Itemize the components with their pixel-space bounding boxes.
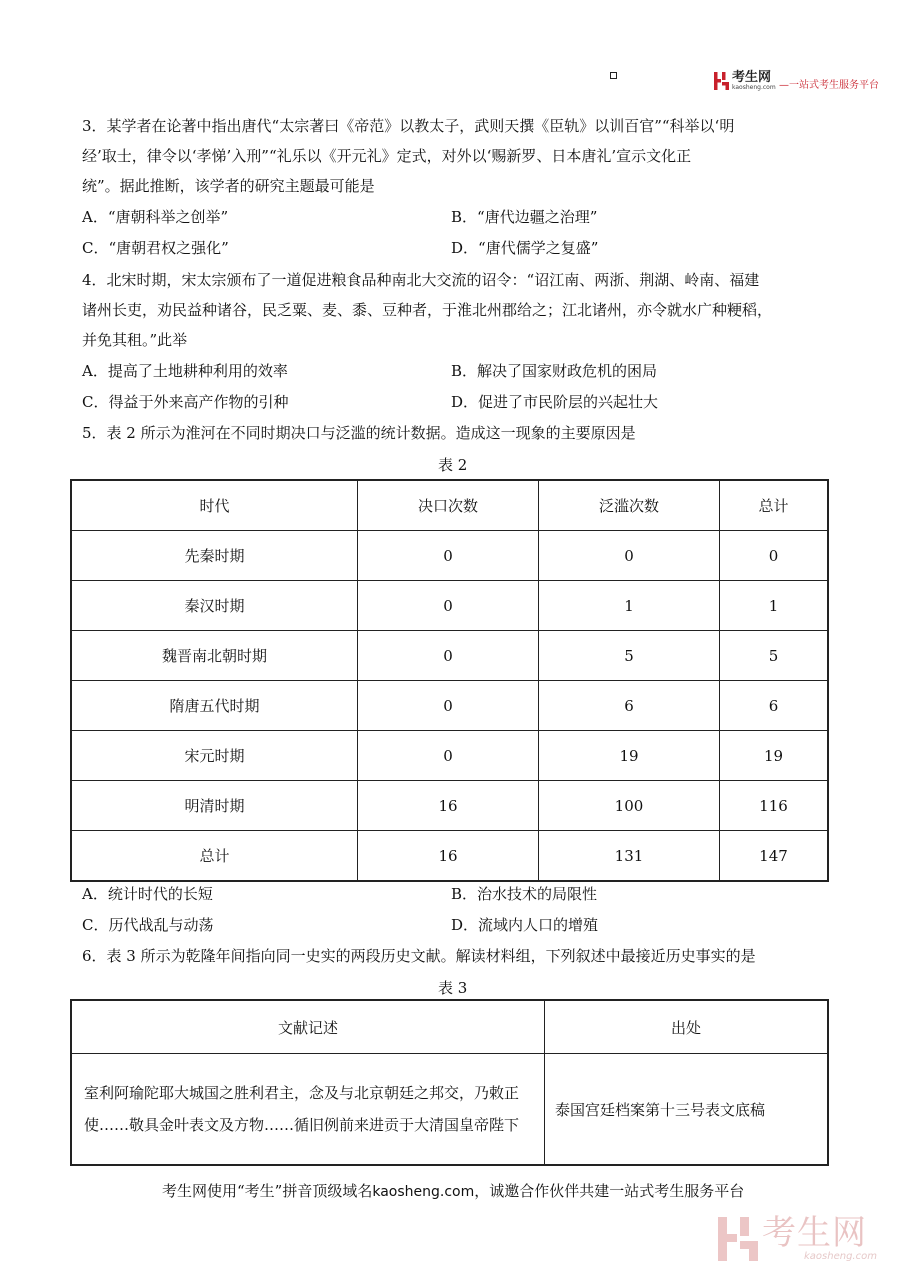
table-cell: 19 — [720, 731, 829, 781]
logo-domain: kaosheng.com — [732, 84, 776, 91]
table-row — [71, 631, 828, 681]
q3-option-c: C．“唐朝君权之强化” — [82, 239, 229, 257]
table-cell: 147 — [720, 831, 829, 882]
table-cell: 5 — [720, 631, 829, 681]
q4-option-d: D．促进了市民阶层的兴起壮大 — [451, 393, 659, 411]
table-row — [71, 1054, 828, 1166]
table-cell: 19 — [539, 731, 720, 781]
table-cell: 总计 — [71, 831, 358, 882]
page-footer — [162, 1180, 744, 1201]
table-header-cell: 总计 — [720, 480, 829, 531]
q6-question: 6．表 3 所示为乾隆年间指向同一史实的两段历史文献。解读材料组，下列叙述中最接近历史事实的是 — [82, 947, 756, 965]
q4-line-3: 并免其租。”此举 — [82, 331, 188, 349]
table-row — [71, 581, 828, 631]
watermark — [718, 1215, 878, 1263]
q3-line-1: 3．某学者在论著中指出唐代“太宗著曰《帝范》以教太子，武则天撰《臣轨》以训百官”“科举以‘明 — [82, 117, 735, 135]
table-cell: 室利阿瑜陀耶大城国之胜利君主，念及与北京朝廷之邦交，乃敕正使……敬具金叶表文及方物……循旧例前来进贡于大清国皇帝陛下 — [71, 1054, 545, 1166]
table-cell: 0 — [358, 631, 539, 681]
table-cell: 0 — [358, 731, 539, 781]
table-cell: 116 — [720, 781, 829, 831]
table-cell: 0 — [358, 581, 539, 631]
table-row — [71, 681, 828, 731]
q5-option-a: A．统计时代的长短 — [82, 885, 213, 903]
table-cell: 泰国宫廷档案第十三号表文底稿 — [545, 1054, 829, 1166]
q4-line-2: 诸州长吏，劝民益种诸谷，民乏粟、麦、黍、豆种者，于淮北州郡给之；江北诸州，亦令就水广种粳稻， — [82, 301, 773, 319]
kaosheng-logo-icon — [714, 72, 729, 90]
table-3 — [70, 999, 829, 1166]
table-cell: 6 — [720, 681, 829, 731]
q5-option-b: B．治水技术的局限性 — [451, 885, 598, 903]
table-cell: 1 — [539, 581, 720, 631]
table-cell: 宋元时期 — [71, 731, 358, 781]
q5-option-c: C．历代战乱与动荡 — [82, 916, 214, 934]
watermark-text: 考生网 — [762, 1213, 867, 1253]
table-cell: 16 — [358, 831, 539, 882]
table-cell: 0 — [539, 531, 720, 581]
table-cell: 0 — [358, 531, 539, 581]
table-row — [71, 831, 828, 882]
table-header-row — [71, 480, 828, 531]
table-row — [71, 781, 828, 831]
table-cell: 先秦时期 — [71, 531, 358, 581]
site-logo[interactable] — [714, 71, 776, 93]
q3-option-b: B．“唐代边疆之治理” — [451, 208, 598, 226]
q4-option-a: A．提高了土地耕种利用的效率 — [82, 362, 288, 380]
watermark-domain: kaosheng.com — [804, 1251, 877, 1262]
q5-question: 5．表 2 所示为淮河在不同时期决口与泛滥的统计数据。造成这一现象的主要原因是 — [82, 424, 636, 442]
table-3-caption: 表 3 — [438, 979, 468, 997]
table-row — [71, 731, 828, 781]
table-header-row — [71, 1000, 828, 1054]
table-2 — [70, 479, 829, 882]
q3-option-a: A．“唐朝科举之创举” — [82, 208, 229, 226]
table-cell: 6 — [539, 681, 720, 731]
table-2-caption: 表 2 — [438, 456, 468, 474]
q3-option-d: D．“唐代儒学之复盛” — [451, 239, 599, 257]
kaosheng-watermark-icon — [718, 1217, 758, 1261]
q5-option-d: D．流域内人口的增殖 — [451, 916, 599, 934]
q4-option-c: C．得益于外来高产作物的引种 — [82, 393, 289, 411]
footer-domain-link[interactable]: kaosheng.com — [372, 1184, 475, 1200]
table-cell: 隋唐五代时期 — [71, 681, 358, 731]
q4-line-1: 4．北宋时期，宋太宗颁布了一道促进粮食品种南北大交流的诏令：“诏江南、两浙、荆湖、岭南、福建 — [82, 271, 760, 289]
footer-text: 考生网使用“考生”拼音顶级域名 — [162, 1182, 373, 1200]
page-marker — [610, 72, 617, 79]
q3-line-3: 统”。据此推断，该学者的研究主题最可能是 — [82, 177, 375, 195]
table-cell: 5 — [539, 631, 720, 681]
q4-option-b: B．解决了国家财政危机的困局 — [451, 362, 658, 380]
table-cell: 1 — [720, 581, 829, 631]
table-cell: 明清时期 — [71, 781, 358, 831]
table-cell: 16 — [358, 781, 539, 831]
footer-text-end: ，诚邀合作伙伴共建一站式考生服务平台 — [474, 1182, 745, 1200]
table-header-cell: 时代 — [71, 480, 358, 531]
table-cell: 秦汉时期 — [71, 581, 358, 631]
table-cell: 0 — [720, 531, 829, 581]
table-cell: 100 — [539, 781, 720, 831]
table-cell: 0 — [358, 681, 539, 731]
header-slogan: —一站式考生服务平台 — [779, 80, 879, 91]
table-header-cell: 出处 — [545, 1000, 829, 1054]
table-header-cell: 泛滥次数 — [539, 480, 720, 531]
table-header-cell: 决口次数 — [358, 480, 539, 531]
q3-line-2: 经’取士，律令以‘孝悌’入刑”“礼乐以《开元礼》定式，对外以‘赐新罗、日本唐礼’宣示文化正 — [82, 147, 692, 165]
table-header-cell: 文献记述 — [71, 1000, 545, 1054]
table-cell: 131 — [539, 831, 720, 882]
table-cell: 魏晋南北朝时期 — [71, 631, 358, 681]
table-row — [71, 531, 828, 581]
logo-text: 考生网 — [732, 70, 772, 85]
